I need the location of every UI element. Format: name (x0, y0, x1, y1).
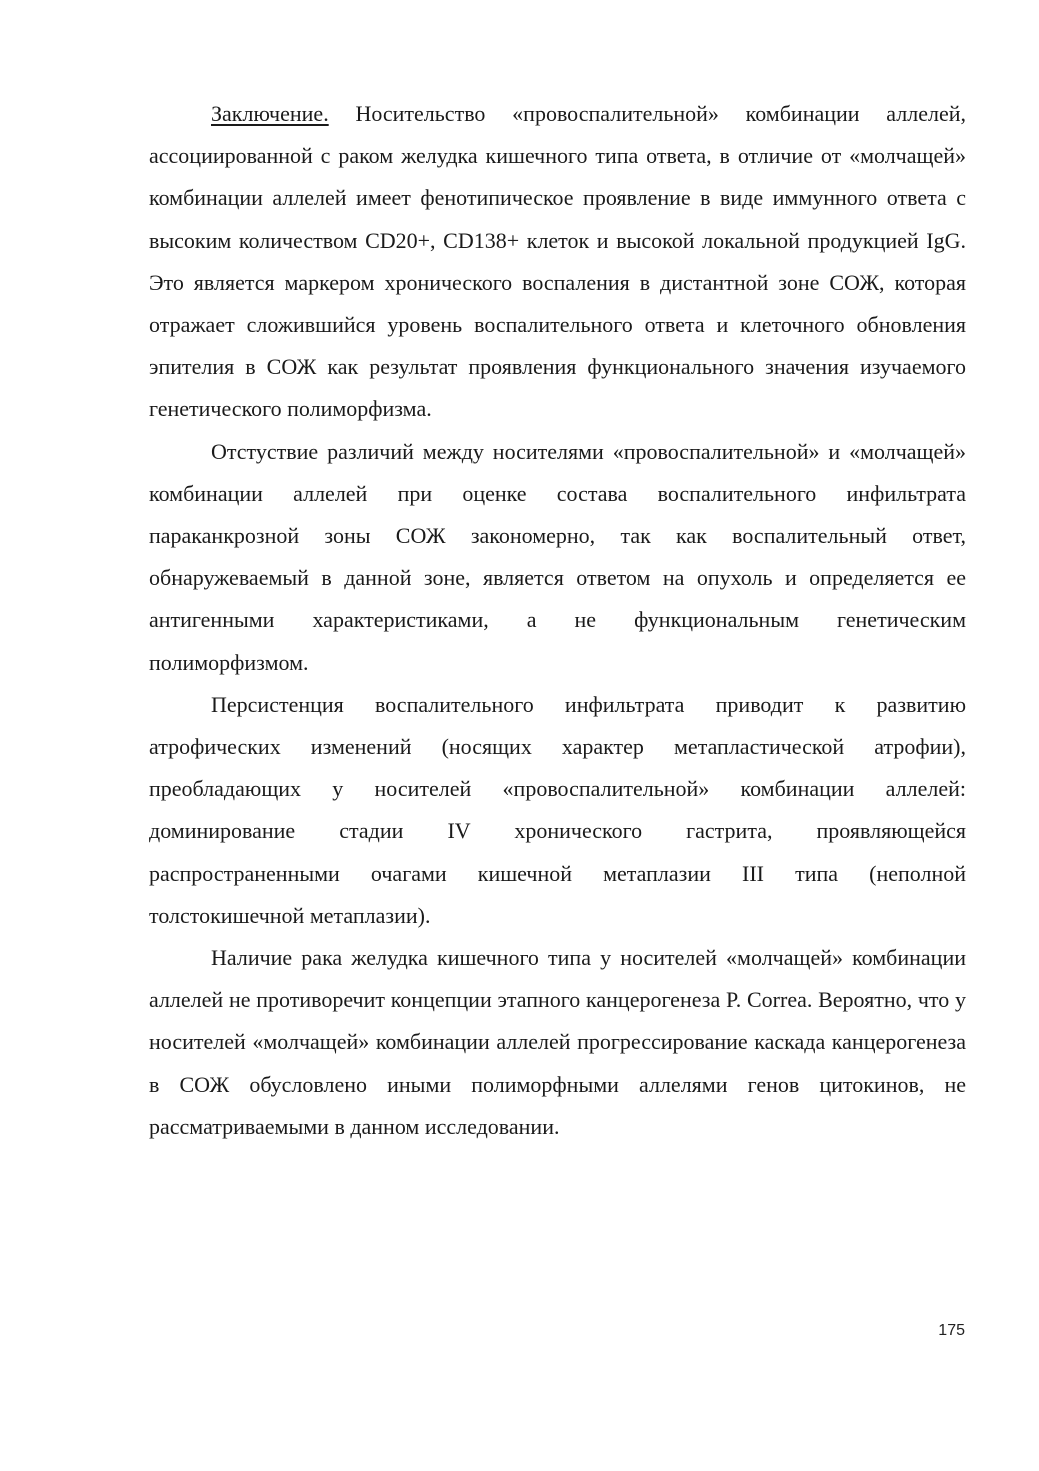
paragraph-differences: Отстуствие различий между носителями «провоспалительной» и «молчащей» комбинации аллелей при оценке состава воспалительного инфильтрата параканкрозной зоны СОЖ закономерно, так как воспалительный ответ, обнаружеваемый в данной зоне, является ответом на опухоль и определяется ее антигенными характеристиками, а не функциональным генетическим полиморфизмом. (149, 438, 966, 675)
page-number: 175 (938, 1322, 965, 1339)
conclusion-heading: Заключение. (211, 101, 329, 126)
document-body (149, 93, 966, 1148)
conclusion-paragraph (149, 93, 966, 431)
paragraph-carcinogenesis: Наличие рака желудка кишечного типа у носителей «молчащей» комбинации аллелей не противоречит концепции этапного канцерогенеза P. Correa. Вероятно, что у носителей «молчащей» комбинации аллелей прогрессирование каскада канцерогенеза в СОЖ обусловлено иными полиморфными аллелями генов цитокинов, не рассматриваемыми в данном исследовании. (149, 945, 966, 1139)
conclusion-text: Носительство «провоспалительной» комбинации аллелей, ассоциированной с раком желудка кишечного типа ответа, в отличие от «молчащей» комбинации аллелей имеет фенотипическое проявление в виде иммунного ответа с высоким количеством CD20+, CD138+ клеток и высокой локальной продукцией IgG. Это является маркером хронического воспаления в дистантной зоне СОЖ, которая отражает сложившийся уровень воспалительного ответа и клеточного обновления эпителия в СОЖ как результат проявления функционального значения изучаемого генетического полиморфизма. (149, 101, 966, 422)
paragraph-persistence: Персистенция воспалительного инфильтрата приводит к развитию атрофических изменений (носящих характер метапластической атрофии), преобладающих у носителей «провоспалительной» комбинации аллелей: доминирование стадии IV хронического гастрита, проявляющейся распространенными очагами кишечной метаплазии III типа (неполной толстокишечной метаплазии). (149, 691, 966, 928)
